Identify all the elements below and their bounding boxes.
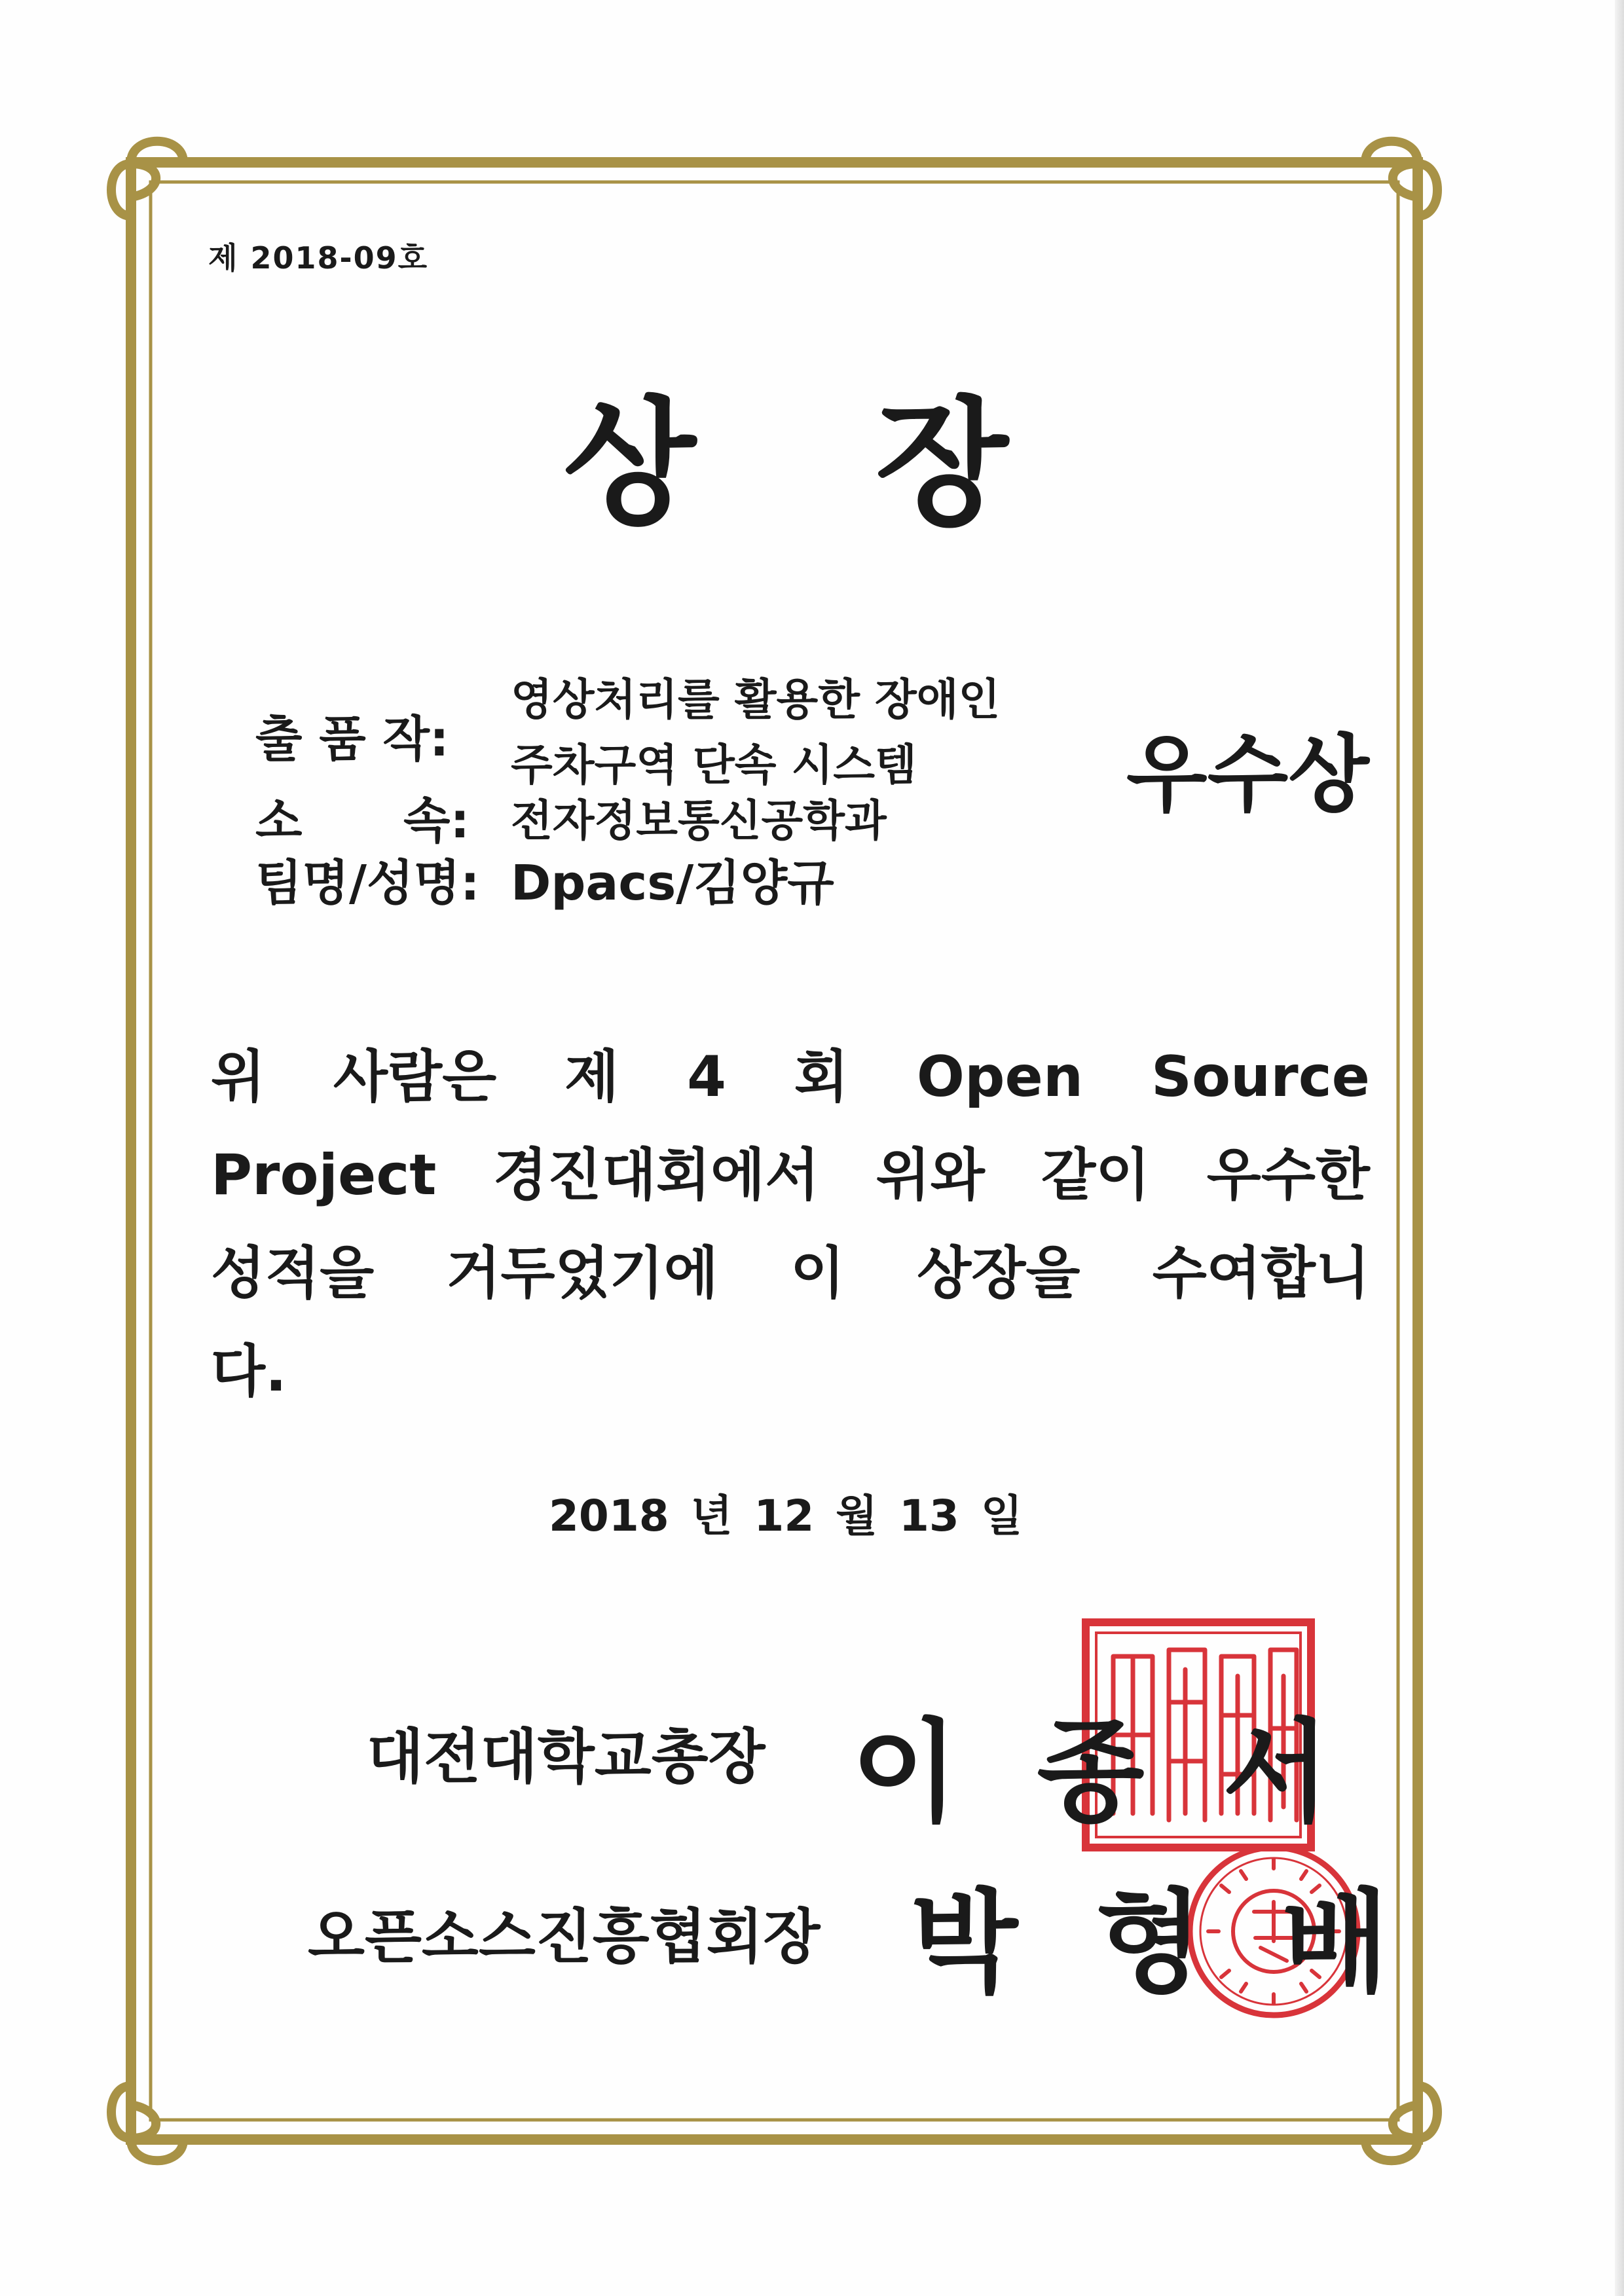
- field-value-affiliation: 전자정보통신공학과: [511, 795, 887, 846]
- award-statement: [211, 1028, 1370, 1421]
- field-label-entry: 출 품 작:: [255, 711, 449, 767]
- statement-line-3: 성적을 거두었기에 이 상장을 수여합니: [211, 1241, 1370, 1306]
- field-value-entry-line-1: 영상처리를 활용한 장애인: [511, 674, 1001, 725]
- signatory-1-name: 이 종 서: [851, 1708, 1350, 1838]
- field-value-entry-line-2: 주차구역 단속 시스템: [511, 740, 917, 790]
- field-value-team-name: Dpacs/김양규: [511, 855, 834, 911]
- certificate-title: [563, 354, 1011, 551]
- signatory-2-name: 박 형 배: [910, 1878, 1409, 2008]
- title-char-2: 장: [875, 384, 1011, 544]
- statement-line-2: Project 경진대회에서 위와 같이 우수한: [211, 1142, 1370, 1208]
- statement-line-1: 위 사람은 제 4 회 Open Source: [211, 1044, 1370, 1110]
- award-title: 우수상: [1126, 726, 1369, 824]
- title-char-1: 상: [563, 384, 699, 544]
- award-date: 2018 년 12 월 13 일: [549, 1491, 1023, 1541]
- statement-line-4: 다.: [211, 1339, 287, 1404]
- field-label-team-name: 팀명/성명:: [255, 855, 480, 911]
- signatory-1-organization: 대전대학교총장: [367, 1722, 766, 1791]
- serial-number: 제 2018-09호: [208, 240, 429, 276]
- signatory-2-organization: 오픈소스진흥협회장: [308, 1903, 821, 1971]
- field-label-affiliation: 소 속:: [255, 793, 470, 849]
